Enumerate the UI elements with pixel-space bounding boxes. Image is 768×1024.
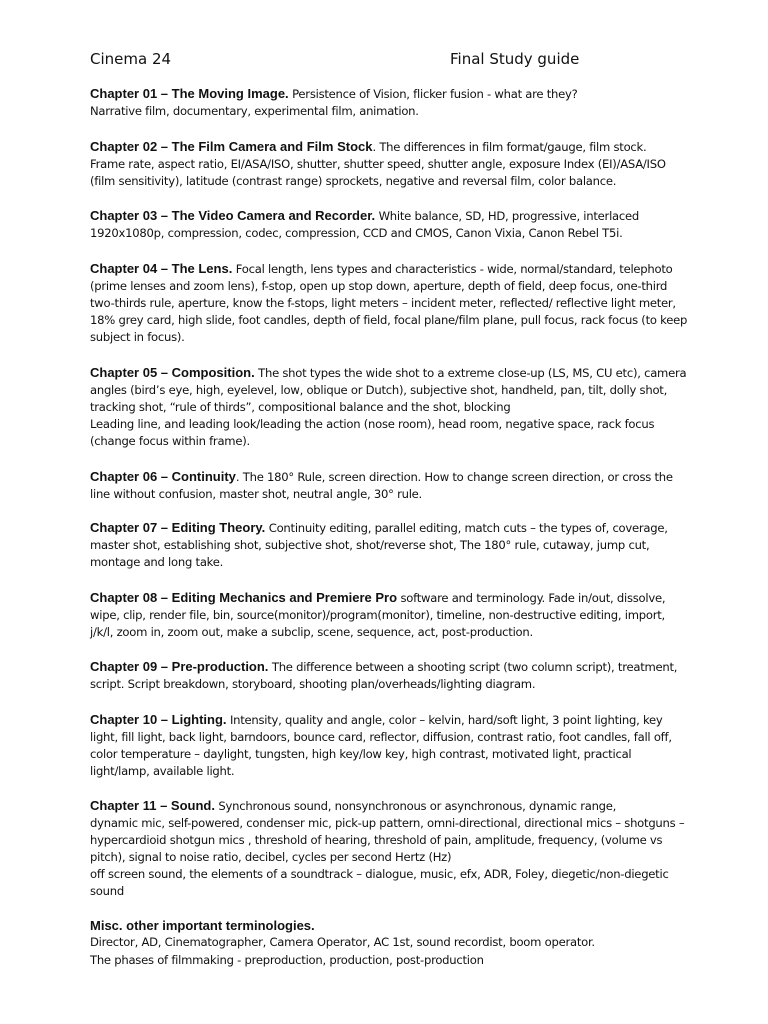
chapter-heading: Chapter 04 – The Lens. [90, 261, 233, 276]
chapter-text: Focal length, lens types and characteristics - wide, normal/standard, telephoto (prime lenses and zoom lens), f-stop, open up stop down, aperture, depth of field, deep focus, one-third two-thirds rule, aperture, know the f-stops, light meters – incident meter, reflected/ reflective light meter, 18% grey card, high slide, foot candles, depth of field, focal plane/film plane, pull focus, rack focus (to keep subject in focus). [90, 262, 688, 344]
document-header [90, 50, 704, 70]
chapter-09 [90, 658, 710, 693]
chapter-heading: Chapter 06 – Continuity [90, 469, 236, 484]
chapter-10 [90, 711, 710, 780]
chapter-heading: Chapter 01 – The Moving Image. [90, 86, 289, 101]
chapter-text: Synchronous sound, nonsynchronous or asynchronous, dynamic range, dynamic mic, self-powered, condenser mic, pick-up pattern, omni-directional, directional mics – shotguns – hypercardioid shotgun mics , threshold of hearing, threshold of pain, amplitude, frequency, (volume vs pitch), signal to noise ratio, decibel, cycles per second Hertz (Hz) off screen sound, the elements of a soundtrack – dialogue, music, efx, ADR, Foley, diegetic/non-diegetic sound [90, 799, 685, 898]
chapter-11 [90, 797, 710, 900]
chapter-text: Persistence of Vision, flicker fusion - what are they? Narrative film, documentary, experimental film, animation. [90, 87, 578, 118]
chapter-text: . The 180° Rule, screen direction. How to change screen direction, or cross the line without confusion, master shot, neutral angle, 30° rule. [90, 470, 673, 501]
chapter-02 [90, 138, 710, 190]
guide-title: Final Study guide [450, 50, 580, 68]
misc-line: The phases of filmmaking - preproduction, production, post-production [90, 953, 484, 967]
misc-heading: Misc. other important terminologies. [90, 918, 315, 933]
chapter-heading: Chapter 11 – Sound. [90, 798, 215, 813]
chapter-07 [90, 519, 710, 571]
chapter-text: The shot types the wide shot to a extreme close-up (LS, MS, CU etc), camera angles (bird’s eye, high, eyelevel, low, oblique or Dutch), subjective shot, handheld, pan, tilt, dolly shot, tracking shot, “rule of thirds”, compositional balance and the shot, blocking Leading line, and leading look/leading the action (nose room), head room, negative space, rack focus (change focus within frame). [90, 366, 687, 448]
chapter-01 [90, 85, 710, 120]
chapter-heading: Chapter 07 – Editing Theory. [90, 520, 266, 535]
misc-section [90, 918, 710, 969]
chapter-text: The difference between a shooting script (two column script), treatment, script. Script breakdown, storyboard, shooting plan/overheads/lighting diagram. [90, 660, 678, 691]
chapter-heading: Chapter 08 – Editing Mechanics and Premiere Pro [90, 590, 398, 605]
chapter-heading: Chapter 10 – Lighting. [90, 712, 227, 727]
misc-line: Director, AD, Cinematographer, Camera Operator, AC 1st, sound recordist, boom operator. [90, 935, 595, 949]
chapter-heading: Chapter 02 – The Film Camera and Film Stock [90, 139, 373, 154]
chapter-heading: Chapter 05 – Composition. [90, 365, 255, 380]
chapter-06 [90, 468, 710, 503]
course-title: Cinema 24 [90, 50, 172, 68]
chapter-text: . The differences in film format/gauge, film stock. Frame rate, aspect ratio, EI/ASA/ISO, shutter, shutter speed, shutter angle, exposure Index (EI)/ASA/ISO (film sensitivity), latitude (contrast range) sprockets, negative and reversal film, color balance. [90, 140, 666, 188]
chapter-text: White balance, SD, HD, progressive, interlaced 1920x1080p, compression, codec, compression, CCD and CMOS, Canon Vixia, Canon Rebel T5i. [90, 209, 640, 240]
chapter-text: software and terminology. Fade in/out, dissolve, wipe, clip, render file, bin, source(monitor)/program(monitor), timeline, non-destructive editing, import, j/k/l, zoom in, zoom out, make a subclip, scene, sequence, act, post-production. [90, 591, 666, 639]
chapter-heading: Chapter 09 – Pre-production. [90, 659, 269, 674]
chapter-text: Intensity, quality and angle, color – kelvin, hard/soft light, 3 point lighting, key light, fill light, back light, barndoors, bounce card, reflector, diffusion, contrast ratio, foot candles, fall off, color temperature – daylight, tungsten, high key/low key, high contrast, motivated light, practical light/lamp, available light. [90, 713, 672, 778]
chapter-text: Continuity editing, parallel editing, match cuts – the types of, coverage, master shot, establishing shot, subjective shot, shot/reverse shot, The 180° rule, cutaway, jump cut, montage and long take. [90, 521, 668, 569]
chapter-03 [90, 207, 710, 242]
chapter-heading: Chapter 03 – The Video Camera and Recorder. [90, 208, 376, 223]
chapter-04 [90, 260, 710, 346]
chapter-08 [90, 589, 710, 641]
chapter-05 [90, 364, 710, 450]
